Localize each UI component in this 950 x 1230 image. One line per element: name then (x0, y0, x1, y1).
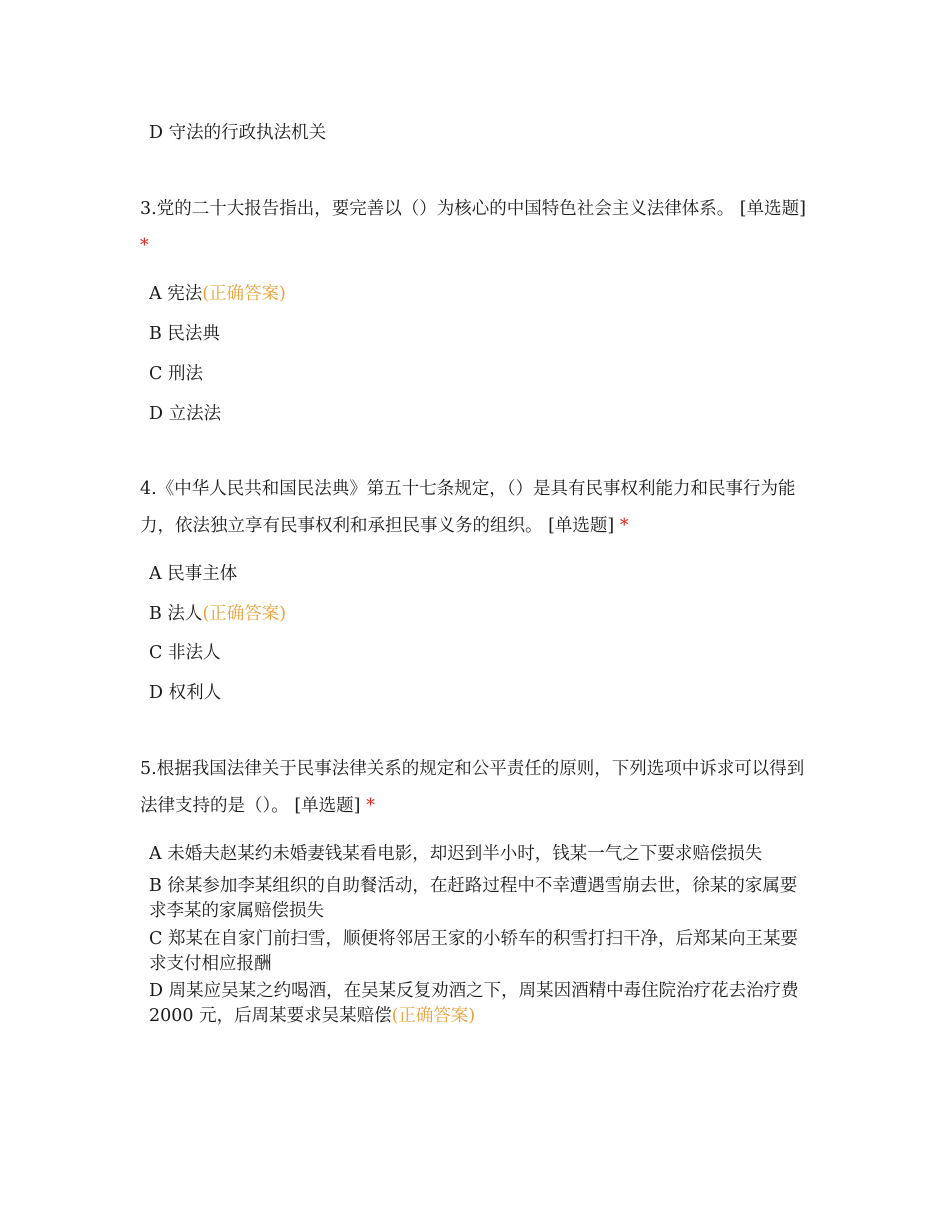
question-type: [单选题] (739, 199, 806, 219)
option-3d (149, 402, 809, 427)
option-text: A 民事主体 (149, 564, 238, 584)
option-text: D 守法的行政执法机关 (149, 123, 327, 143)
correct-answer-mark: (正确答案) (202, 284, 286, 304)
question-type: [单选题] (294, 796, 361, 816)
option-text: B 徐某参加李某组织的自助餐活动，在赶路过程中不幸遭遇雪崩去世，徐某的家属要求李某的家属赔偿损失 (149, 876, 798, 921)
option-text: A 宪法 (149, 284, 203, 304)
option-4b (149, 602, 809, 627)
correct-answer-mark: (正确答案) (391, 1006, 476, 1026)
required-mark: * (619, 516, 629, 536)
option-5d (149, 979, 809, 1029)
question-text: 4.《中华人民共和国民法典》第五十七条规定，（）是具有民事权利能力和民事行为能力，依法独立享有民事权利和承担民事义务的组织。 (140, 479, 796, 536)
option-5c (149, 927, 809, 977)
required-mark: * (140, 236, 149, 256)
option-text: D 权利人 (149, 683, 222, 703)
option-text: D 立法法 (149, 404, 222, 424)
option-4a (149, 562, 809, 587)
option-5b (149, 874, 809, 924)
option-3b (149, 322, 809, 347)
question-type: [单选题] (548, 516, 615, 536)
option-3a (149, 282, 809, 307)
option-3c (149, 362, 809, 387)
option-text: C 非法人 (149, 643, 221, 663)
correct-answer-mark: (正确答案) (202, 604, 287, 624)
option-4d (149, 681, 809, 706)
option-text: A 未婚夫赵某约未婚妻钱某看电影，却迟到半小时，钱某一气之下要求赔偿损失 (149, 844, 763, 864)
option-text: C 刑法 (149, 364, 203, 384)
option-4c (149, 641, 809, 666)
question-text: 5.根据我国法律关于民事法律关系的规定和公平责任的原则，下列选项中诉求可以得到法律支持的是（）。 (140, 759, 805, 816)
option-text: B 法人 (149, 604, 203, 624)
option-5a (149, 842, 809, 867)
required-mark: * (366, 796, 375, 816)
option-prev-d (149, 121, 809, 146)
option-text: C 郑某在自家门前扫雪，顺便将邻居王家的小轿车的积雪打扫干净，后郑某向王某要求支付相应报酬 (149, 929, 798, 974)
option-text: D 周某应吴某之约喝酒，在吴某反复劝酒之下，周某因酒精中毒住院治疗花去治疗费 2000 元，后周某要求吴某赔偿 (149, 981, 799, 1026)
question-4 (140, 471, 812, 545)
option-text: B 民法典 (149, 324, 220, 344)
question-5 (140, 751, 812, 825)
question-3 (140, 191, 812, 265)
question-text: 3.党的二十大报告指出，要完善以（）为核心的中国特色社会主义法律体系。 (140, 199, 735, 219)
